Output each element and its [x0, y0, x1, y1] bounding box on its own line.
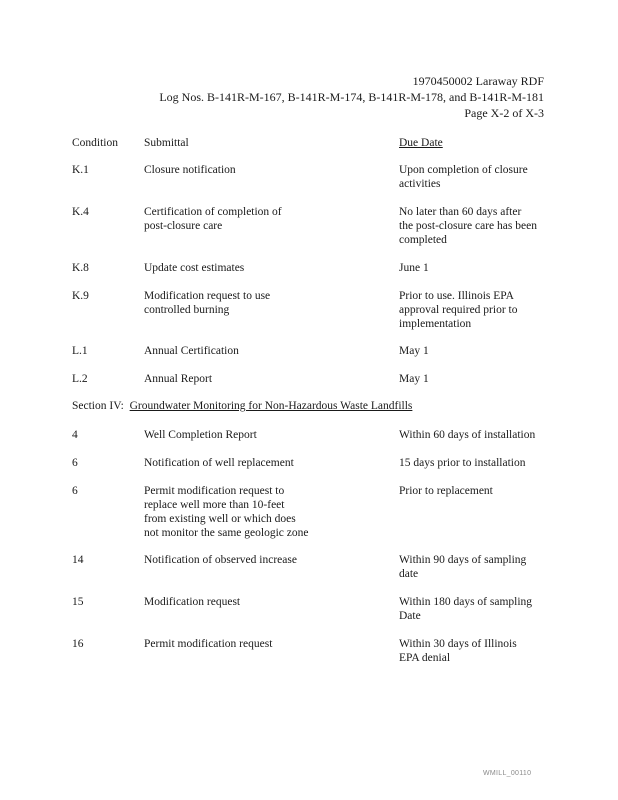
row-due-date: Within 180 days of sampling Date	[399, 596, 533, 622]
row-submittal: Annual Certification	[144, 345, 239, 357]
row-due-date: Prior to use. Illinois EPA approval required prior to implementation	[399, 290, 518, 330]
row-due-date: 15 days prior to installation	[399, 457, 526, 469]
row-condition: 6	[72, 485, 78, 497]
row-due-date: Within 90 days of sampling date	[399, 554, 527, 580]
row-submittal: Certification of completion of post-closure care	[144, 206, 282, 232]
row-due-date: Within 30 days of Illinois EPA denial	[399, 638, 517, 664]
section-prefix: Section IV:	[72, 400, 124, 412]
row-condition: 15	[72, 596, 84, 608]
row-due-date: June 1	[399, 262, 429, 274]
row-condition: 4	[72, 429, 78, 441]
row-condition: K.8	[72, 262, 89, 274]
header-facility-line: 1970450002 Laraway RDF	[412, 74, 544, 88]
header-log-numbers: Log Nos. B-141R-M-167, B-141R-M-174, B-141R-M-178, and B-141R-M-181	[159, 90, 544, 104]
row-condition: 6	[72, 457, 78, 469]
row-condition: K.1	[72, 164, 89, 176]
row-submittal: Permit modification request to replace well more than 10-feet from existing well or which does not monitor the same geologic zone	[144, 485, 309, 539]
row-due-date: May 1	[399, 345, 429, 357]
row-submittal: Modification request	[144, 596, 241, 608]
row-condition: K.4	[72, 206, 89, 218]
section-title: Groundwater Monitoring for Non-Hazardous Waste Landfills	[129, 400, 413, 412]
header-page-number: Page X-2 of X-3	[464, 106, 544, 120]
row-due-date: Upon completion of closure activities	[399, 164, 528, 190]
row-condition: K.9	[72, 290, 89, 302]
row-submittal: Well Completion Report	[144, 429, 257, 441]
row-condition: 16	[72, 638, 84, 650]
column-header-submittal: Submittal	[144, 137, 189, 149]
row-due-date: Prior to replacement	[399, 485, 493, 497]
row-submittal: Closure notification	[144, 164, 236, 176]
row-submittal: Update cost estimates	[144, 262, 245, 274]
row-condition: 14	[72, 554, 84, 566]
row-submittal: Modification request to use controlled burning	[144, 290, 271, 316]
row-submittal: Annual Report	[144, 373, 213, 385]
column-header-due-date: Due Date	[399, 137, 443, 149]
row-condition: L.1	[72, 345, 88, 357]
row-submittal: Notification of well replacement	[144, 457, 294, 469]
column-header-condition: Condition	[72, 137, 119, 149]
bates-stamp: WMILL_00110	[483, 770, 532, 777]
row-submittal: Permit modification request	[144, 638, 273, 650]
row-condition: L.2	[72, 373, 88, 385]
row-due-date: Within 60 days of installation	[399, 429, 536, 441]
row-submittal: Notification of observed increase	[144, 554, 297, 566]
section-heading	[72, 400, 412, 412]
row-due-date: May 1	[399, 373, 429, 385]
row-due-date: No later than 60 days after the post-closure care has been completed	[399, 206, 537, 246]
